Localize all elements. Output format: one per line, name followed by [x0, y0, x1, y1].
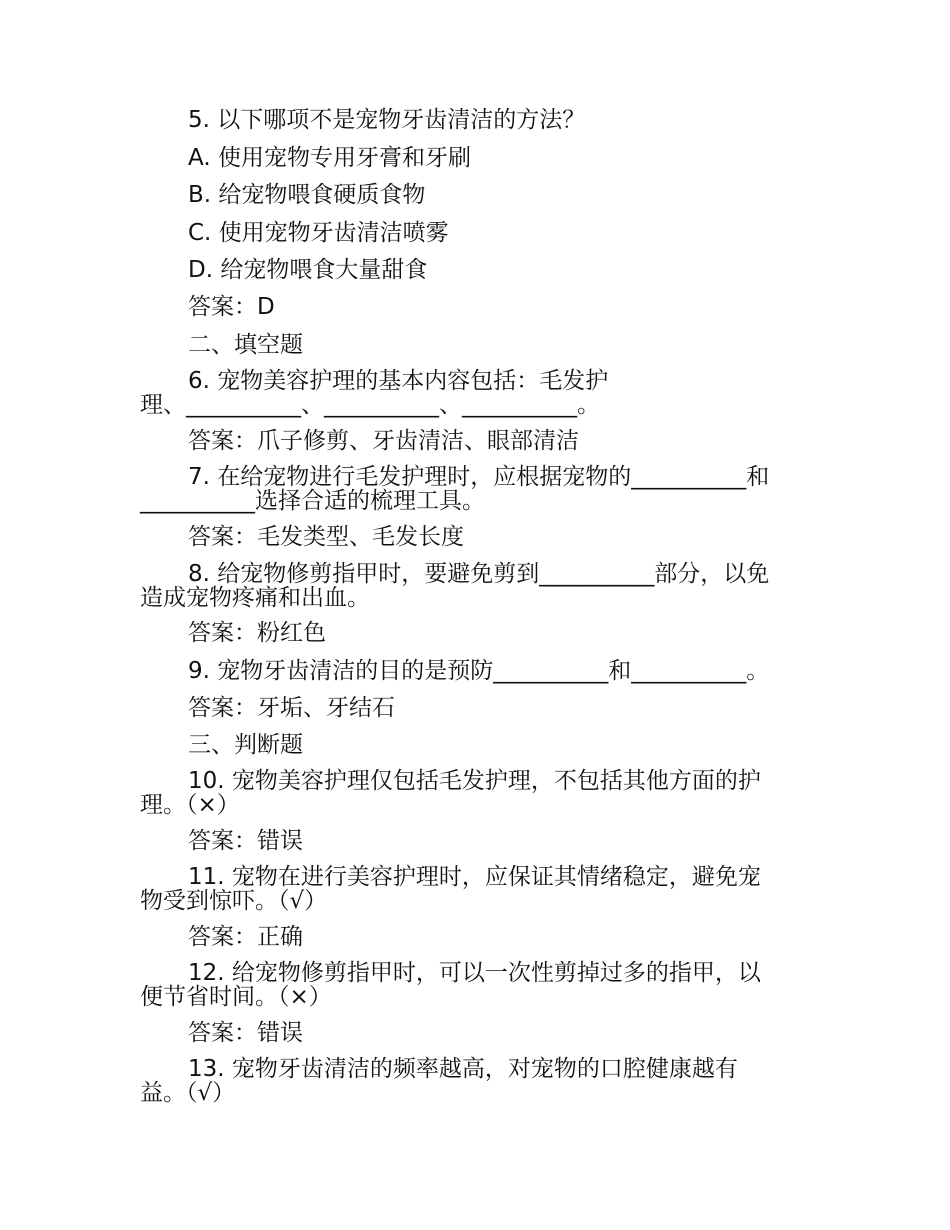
answer-11: 答案：正确 — [188, 924, 303, 950]
question-7-line-2: __________选择合适的梳理工具。 — [140, 488, 485, 514]
question-7-line-1: 7. 在给宠物进行毛发护理时，应根据宠物的__________和 — [188, 464, 770, 490]
question-8-line-2: 造成宠物疼痛和出血。 — [140, 585, 370, 611]
option-c: C. 使用宠物牙齿清洁喷雾 — [188, 220, 449, 246]
question-10-line-2: 理。（×） — [140, 792, 240, 818]
question-13-line-2: 益。（√） — [140, 1080, 236, 1106]
section-heading-true-false: 三、判断题 — [188, 732, 303, 758]
question-5-text: 5. 以下哪项不是宠物牙齿清洁的方法？ — [188, 107, 586, 133]
section-heading-fill-in: 二、填空题 — [188, 332, 303, 358]
answer-5: 答案：D — [188, 294, 275, 320]
answer-7: 答案：毛发类型、毛发长度 — [188, 524, 464, 550]
question-11-line-1: 11. 宠物在进行美容护理时，应保证其情绪稳定，避免宠 — [188, 864, 761, 890]
answer-9: 答案：牙垢、牙结石 — [188, 695, 395, 721]
answer-8: 答案：粉红色 — [188, 620, 326, 646]
question-9-text: 9. 宠物牙齿清洁的目的是预防__________和__________。 — [188, 658, 770, 684]
question-6-line-1: 6. 宠物美容护理的基本内容包括：毛发护 — [188, 368, 609, 394]
answer-6: 答案：爪子修剪、牙齿清洁、眼部清洁 — [188, 428, 579, 454]
question-13-line-1: 13. 宠物牙齿清洁的频率越高，对宠物的口腔健康越有 — [188, 1056, 738, 1082]
question-6-line-2: 理、__________、__________、__________。 — [140, 392, 600, 418]
option-d: D. 给宠物喂食大量甜食 — [188, 257, 428, 283]
question-12-line-2: 便节省时间。（×） — [140, 984, 332, 1010]
option-a: A. 使用宠物专用牙膏和牙刷 — [188, 145, 471, 171]
answer-12: 答案：错误 — [188, 1020, 303, 1046]
question-11-line-2: 物受到惊吓。（√） — [140, 888, 328, 914]
option-b: B. 给宠物喂食硬质食物 — [188, 182, 426, 208]
answer-10: 答案：错误 — [188, 828, 303, 854]
question-8-line-1: 8. 给宠物修剪指甲时，要避免剪到__________部分，以免 — [188, 561, 770, 587]
question-12-line-1: 12. 给宠物修剪指甲时，可以一次性剪掉过多的指甲，以 — [188, 960, 761, 986]
question-10-line-1: 10. 宠物美容护理仅包括毛发护理，不包括其他方面的护 — [188, 768, 761, 794]
